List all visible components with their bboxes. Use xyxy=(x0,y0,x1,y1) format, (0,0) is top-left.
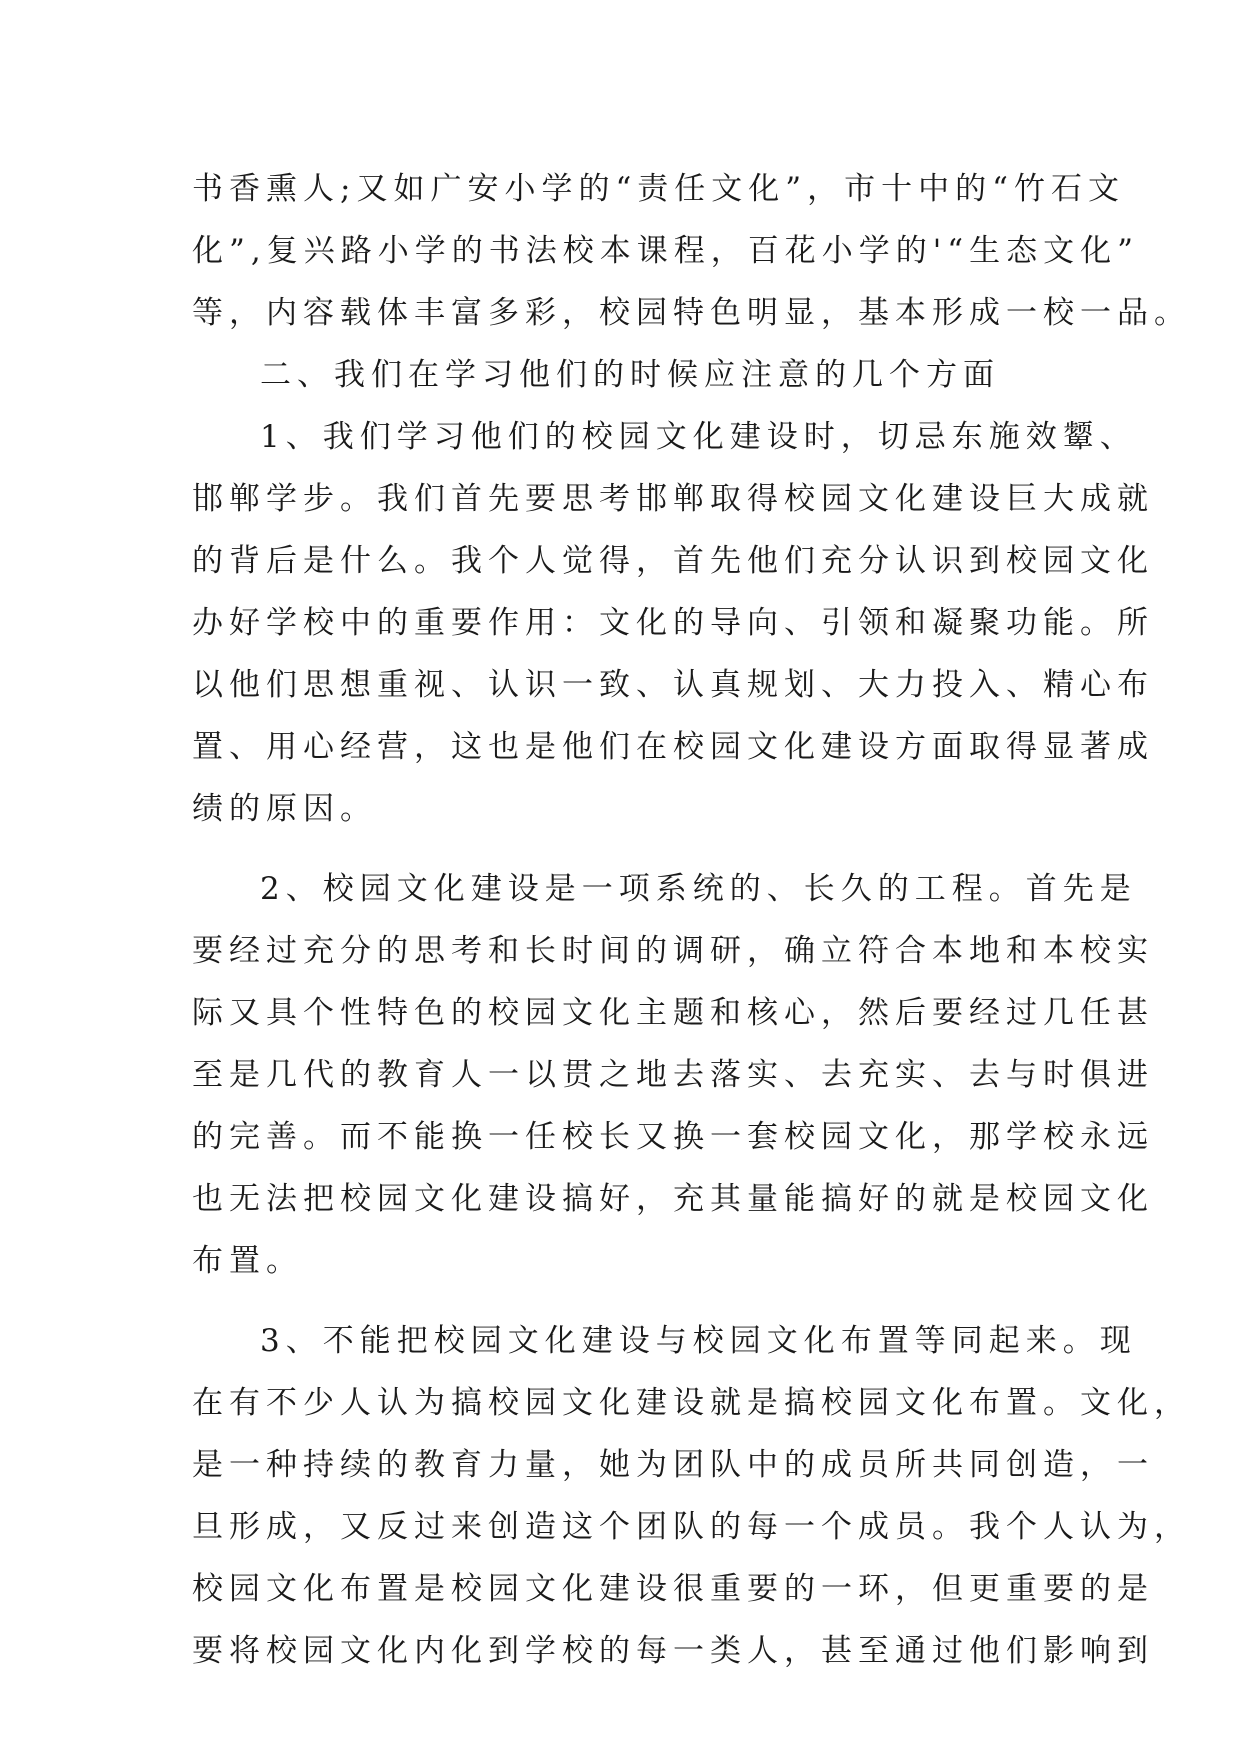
text-line: 是一种持续的教育力量，她为团队中的成员所共同创造，一 xyxy=(192,1447,1154,1483)
text-line: 办好学校中的重要作用：文化的导向、引领和凝聚功能。所 xyxy=(192,605,1154,641)
text-line: 绩的原因。 xyxy=(192,791,377,827)
text-line: 的完善。而不能换一任校长又换一套校园文化，那学校永远 xyxy=(192,1119,1154,1155)
document-body xyxy=(192,158,1191,1682)
text-line: 要将校园文化内化到学校的每一类人，甚至通过他们影响到 xyxy=(192,1633,1154,1669)
text-line: 在有不少人认为搞校园文化建设就是搞校园文化布置。文化， xyxy=(192,1385,1191,1421)
section-heading: 二、我们在学习他们的时候应注意的几个方面 xyxy=(260,357,1000,393)
text-line: 以他们思想重视、认识一致、认真规划、大力投入、精心布 xyxy=(192,667,1154,703)
text-line: 要经过充分的思考和长时间的调研，确立符合本地和本校实 xyxy=(192,933,1154,969)
text-line: 等，内容载体丰富多彩，校园特色明显，基本形成一校一品。 xyxy=(192,295,1191,331)
text-line: 也无法把校园文化建设搞好，充其量能搞好的就是校园文化 xyxy=(192,1181,1154,1217)
text-line: 1、我们学习他们的校园文化建设时，切忌东施效颦、 xyxy=(260,419,1137,455)
text-line: 至是几代的教育人一以贯之地去落实、去充实、去与时俱进 xyxy=(192,1057,1154,1093)
text-line: 3、不能把校园文化建设与校园文化布置等同起来。现 xyxy=(260,1323,1137,1359)
text-line: 2、校园文化建设是一项系统的、长久的工程。首先是 xyxy=(260,871,1137,907)
text-line: 际又具个性特色的校园文化主题和核心，然后要经过几任甚 xyxy=(192,995,1154,1031)
text-line: 布置。 xyxy=(192,1243,303,1279)
text-line: 的背后是什么。我个人觉得，首先他们充分认识到校园文化 xyxy=(192,543,1154,579)
text-line: 校园文化布置是校园文化建设很重要的一环，但更重要的是 xyxy=(192,1571,1154,1607)
text-line: 化”,复兴路小学的书法校本课程，百花小学的'“生态文化” xyxy=(192,233,1139,269)
text-line: 书香熏人;又如广安小学的“责任文化”，市十中的“竹石文 xyxy=(192,171,1125,207)
text-line: 置、用心经营，这也是他们在校园文化建设方面取得显著成 xyxy=(192,729,1154,765)
text-line: 旦形成，又反过来创造这个团队的每一个成员。我个人认为， xyxy=(192,1509,1191,1545)
text-line: 邯郸学步。我们首先要思考邯郸取得校园文化建设巨大成就 xyxy=(192,481,1154,517)
